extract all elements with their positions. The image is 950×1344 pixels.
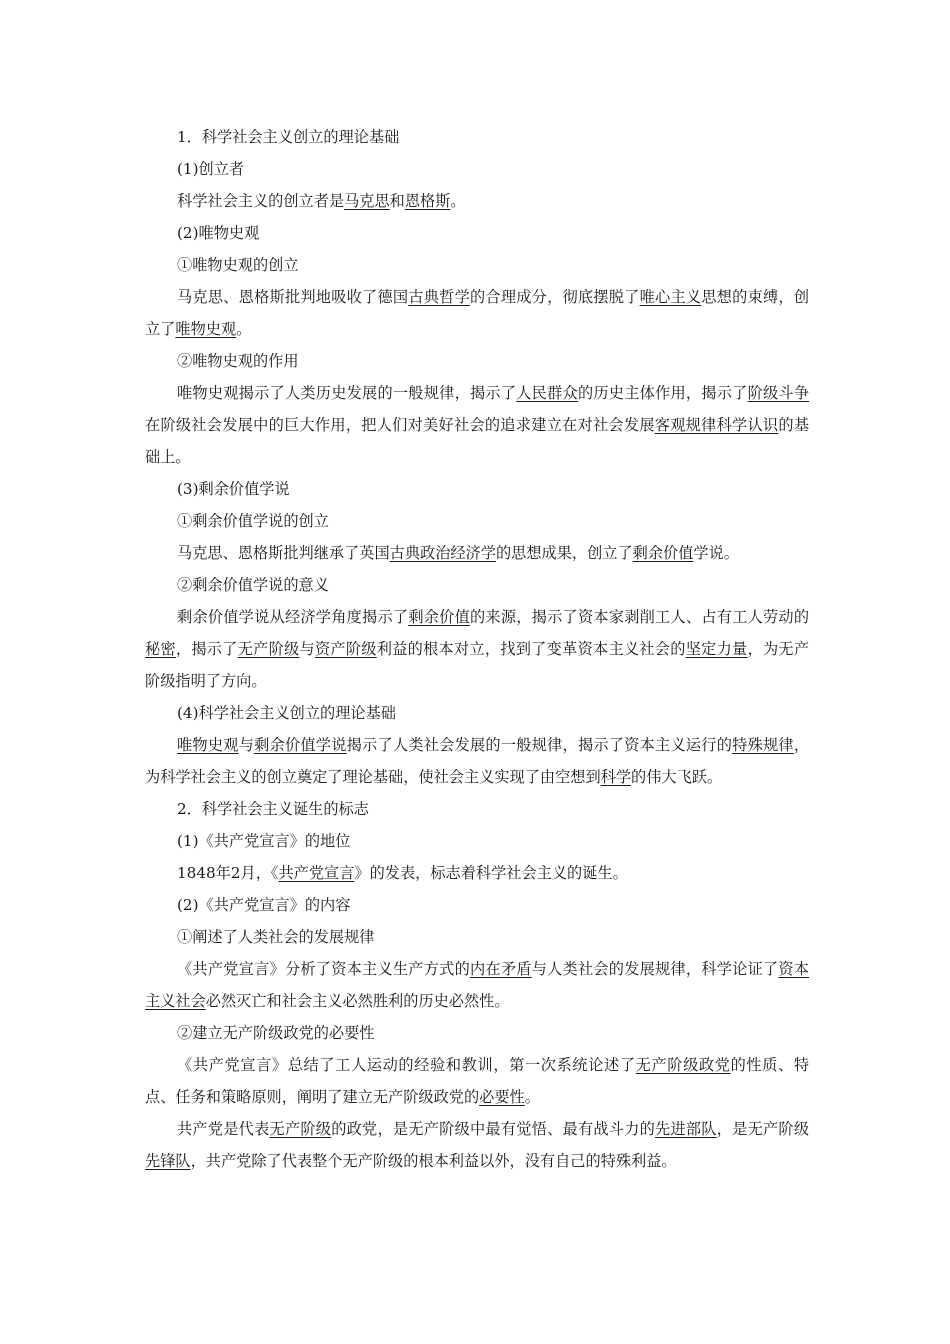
text-segment: ，为科学社会主义的创立奠定了理论基础，使社会主义实现了由空想到 (145, 736, 810, 786)
text-segment: 与人类社会的发展规律，科学论证了 (531, 960, 779, 978)
text-segment: ②唯物史观的作用 (177, 352, 299, 370)
paragraph (145, 1113, 809, 1177)
text-segment: ，共产党除了代表整个无产阶级的根本利益以外，没有自己的特殊利益。 (190, 1152, 677, 1170)
paragraph (145, 281, 809, 345)
text-segment: 2．科学社会主义诞生的标志 (177, 800, 369, 818)
text-segment: 学说。 (693, 544, 739, 562)
underlined-key-term: 秘密 (145, 640, 176, 658)
underlined-key-term: 剩余价值学说 (254, 736, 347, 754)
text-segment: ①阐述了人类社会的发展规律 (177, 928, 375, 946)
paragraph (145, 473, 809, 505)
text-segment: 的性质、特点、任务和策略原则，阐明了建立无产阶级政党的 (145, 1056, 810, 1106)
underlined-key-term: 无产阶级 (237, 640, 300, 658)
text-segment: 》的发表，标志着科学社会主义的诞生。 (354, 864, 628, 882)
text-segment: 揭示了人类社会发展的一般规律，揭示了资本主义运行的 (346, 736, 733, 754)
underlined-key-term: 共产党宣言 (278, 864, 355, 882)
text-segment: (2)《共产党宣言》的内容 (177, 896, 351, 914)
text-segment: (4)科学社会主义创立的理论基础 (177, 704, 396, 722)
paragraph (145, 121, 809, 153)
underlined-key-term: 先锋队 (145, 1152, 191, 1170)
text-segment: 的伟大飞跃。 (631, 768, 723, 786)
text-segment: 。 (450, 192, 466, 210)
underlined-key-term: 古典政治经济学 (389, 544, 496, 562)
text-segment: 的政党，是无产阶级中最有觉悟、最有战斗力的 (331, 1120, 656, 1138)
text-segment: ，为无产阶级指明了方向。 (145, 640, 810, 690)
underlined-key-term: 客观规律科学认识 (654, 416, 779, 434)
paragraph (145, 889, 809, 921)
text-segment: 的思想成果，创立了 (495, 544, 633, 562)
text-segment: 的历史主体作用，揭示了 (577, 384, 748, 402)
text-segment: 思想的束缚，创立了 (145, 288, 810, 338)
paragraph (145, 345, 809, 377)
text-segment: 马克思、恩格斯批判地吸收了德国 (177, 288, 409, 306)
paragraph (145, 793, 809, 825)
text-segment: 《共产党宣言》总结了工人运动的经验和教训，第一次系统论述了 (177, 1056, 636, 1074)
text-segment: ②剩余价值学说的意义 (177, 576, 329, 594)
underlined-key-term: 剩余价值 (632, 544, 694, 562)
underlined-key-term: 必要性 (479, 1088, 525, 1106)
text-segment: 的来源，揭示了资本家剥削工人、占有工人劳动的 (470, 608, 810, 626)
underlined-key-term: 剩余价值 (408, 608, 470, 626)
text-segment: 剩余价值学说从经济学角度揭示了 (177, 608, 409, 626)
text-segment: ，是无产阶级 (716, 1120, 810, 1138)
text-segment: (3)剩余价值学说 (177, 480, 290, 498)
paragraph (145, 921, 809, 953)
underlined-key-term: 无产阶级 (269, 1120, 332, 1138)
paragraph (145, 505, 809, 537)
paragraph (145, 217, 809, 249)
underlined-key-term: 人民群众 (516, 384, 578, 402)
underlined-key-term: 马克思 (344, 192, 390, 210)
text-segment: 与 (238, 736, 255, 754)
paragraph (145, 377, 809, 473)
paragraph (145, 1049, 809, 1113)
text-segment: 必然灭亡和社会主义必然胜利的历史必然性。 (205, 992, 510, 1010)
paragraph (145, 153, 809, 185)
underlined-key-term: 先进部队 (655, 1120, 717, 1138)
underlined-key-term: 内在矛盾 (470, 960, 532, 978)
text-segment: 和 (389, 192, 405, 210)
text-segment: ①唯物史观的创立 (177, 256, 299, 274)
underlined-key-term: 古典哲学 (408, 288, 470, 306)
paragraph (145, 185, 809, 217)
text-segment: 在阶级社会发展中的巨大作用，把人们对美好社会的追求建立在对社会发展 (145, 416, 655, 434)
underlined-key-term: 资产阶级 (314, 640, 377, 658)
underlined-key-term: 坚定力量 (685, 640, 748, 658)
paragraph (145, 537, 809, 569)
paragraph (145, 729, 809, 793)
underlined-key-term: 唯心主义 (639, 288, 702, 306)
underlined-key-term: 无产阶级政党 (635, 1056, 731, 1074)
text-segment: (1)《共产党宣言》的地位 (177, 832, 351, 850)
text-segment: 马克思、恩格斯批判继承了英国 (177, 544, 390, 562)
paragraph (145, 697, 809, 729)
text-segment: 。 (524, 1088, 540, 1106)
underlined-key-term: 资本主义社会 (145, 960, 810, 1010)
text-segment: ②建立无产阶级政党的必要性 (177, 1024, 375, 1042)
underlined-key-term: 阶级斗争 (747, 384, 810, 402)
text-segment: 。 (236, 320, 252, 338)
underlined-key-term: 特殊规律 (732, 736, 794, 754)
paragraph (145, 953, 809, 1017)
document-body (145, 121, 809, 1177)
text-segment: (1)创立者 (177, 160, 245, 178)
text-segment: 利益的根本对立，找到了变革资本主义社会的 (376, 640, 686, 658)
underlined-key-term: 唯物史观 (175, 320, 237, 338)
paragraph (145, 601, 809, 697)
paragraph (145, 825, 809, 857)
text-segment: 1848年2月，《 (177, 864, 279, 882)
text-segment: 《共产党宣言》分析了资本主义生产方式的 (177, 960, 470, 978)
text-segment: ，揭示了 (175, 640, 238, 658)
paragraph (145, 857, 809, 889)
text-segment: (2)唯物史观 (177, 224, 260, 242)
text-segment: 1．科学社会主义创立的理论基础 (177, 128, 400, 146)
text-segment: 科学社会主义的创立者是 (177, 192, 345, 210)
underlined-key-term: 科学 (600, 768, 631, 786)
text-segment: 共产党是代表 (177, 1120, 270, 1138)
text-segment: 的基础上。 (145, 416, 810, 466)
underlined-key-term: 恩格斯 (404, 192, 451, 210)
text-segment: 与 (299, 640, 315, 658)
text-segment: 的合理成分，彻底摆脱了 (470, 288, 640, 306)
paragraph (145, 249, 809, 281)
text-segment: 唯物史观揭示了人类历史发展的一般规律，揭示了 (177, 384, 517, 402)
underlined-key-term: 唯物史观 (177, 736, 239, 754)
text-segment: ①剩余价值学说的创立 (177, 512, 329, 530)
paragraph (145, 1017, 809, 1049)
paragraph (145, 569, 809, 601)
